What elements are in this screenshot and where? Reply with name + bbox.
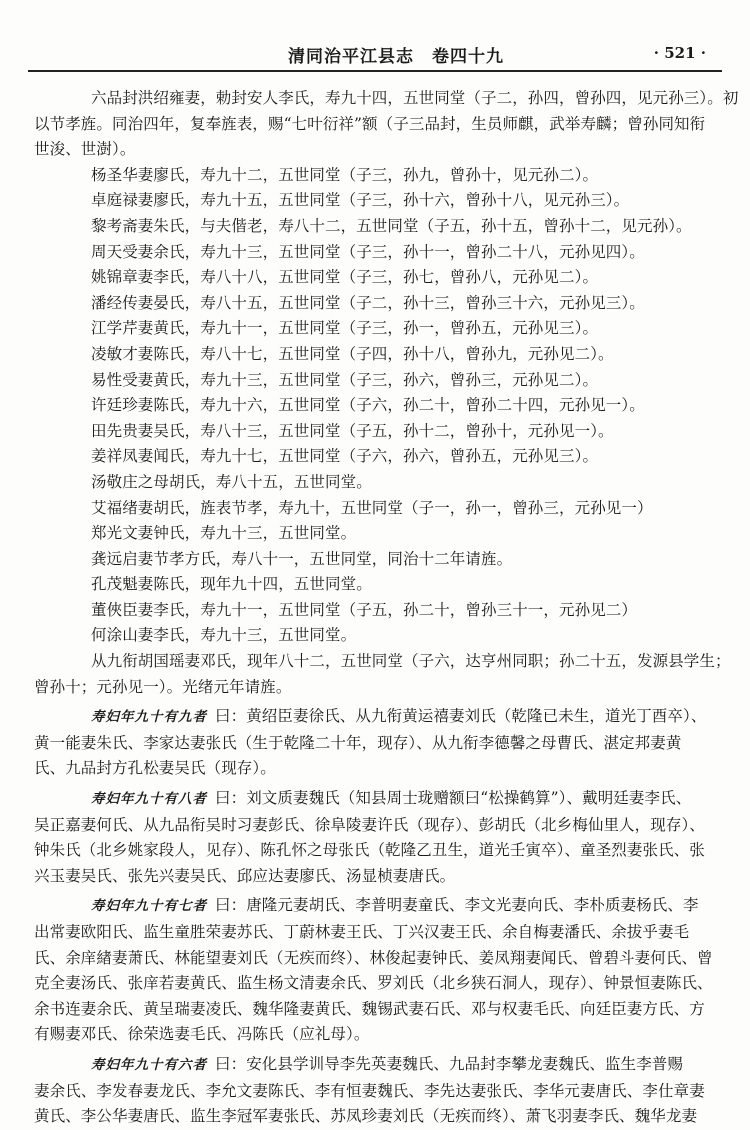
- text-line: 何涂山妻李氏，寿九十三，五世同堂。: [91, 626, 357, 645]
- text-line: 从九衔胡国瑶妻邓氏，现年八十二，五世同堂（子六，达亨州同职；孙二十五，发源县学生；: [91, 652, 731, 671]
- text-line: 克全妻汤氏、张庠若妻黄氏、监生杨文清妻余氏、罗刘氏（北乡狭石洞人，现存）、钟景恒妻陈氏、: [34, 974, 713, 993]
- text-line: 田先贵妻吴氏，寿八十三，五世同堂（子五，孙十二，曾孙十，元孙见一）。: [91, 421, 614, 440]
- page-body: [34, 86, 739, 1130]
- section-lead: 寿妇年九十有七者: [91, 898, 207, 915]
- text-line: 余书连妻余氏、黄呈瑞妻凌氏、魏华隆妻黄氏、魏锡武妻石氏、邓与权妻毛氏、向廷臣妻方氏、方: [34, 999, 705, 1018]
- section-lead: 寿妇年九十有九者: [91, 709, 207, 726]
- text-line: 黄一能妻朱氏、李家达妻张氏（生于乾隆二十年，现存）、从九衔李德馨之母曹氏、湛定邦妻黄: [34, 733, 682, 752]
- page-header: [28, 40, 722, 70]
- section-first-line: 寿妇年九十有六者 曰：安化县学训导李先英妻魏氏、九品封李攀龙妻魏氏、监生李普赐: [91, 1054, 684, 1073]
- text-line: 黎考斋妻朱氏，与夫偕老，寿八十二，五世同堂（子五，孙十五，曾孙十二，见元孙）。: [91, 216, 692, 235]
- text-line: 氏、余庠緖妻萧氏、林能望妻刘氏（无疾而终）、林俊起妻钟氏、姜凤翔妻闻氏、曾碧斗妻何氏、曾: [34, 948, 713, 967]
- text-line: 孔茂魁妻陈氏，现年九十四，五世同堂。: [91, 575, 372, 594]
- text-line: 郑光文妻钟氏，寿九十三，五世同堂。: [91, 524, 357, 543]
- text-line: 兴玉妻吴氏、张先兴妻吴氏、邱应达妻廖氏、汤显桢妻唐氏。: [34, 866, 456, 885]
- text-line: 凌敏才妻陈氏，寿八十七，五世同堂（子四，孙十八，曾孙九，元孙见二）。: [91, 344, 614, 363]
- section-first-line: 寿妇年九十有八者 曰：刘文质妻魏氏（知县周士珑赠额曰“松操鹤算”）、戴明廷妻李氏、: [91, 789, 692, 808]
- text-line: 姚锦章妻李氏，寿八十八，五世同堂（子三，孙七，曾孙八，元孙见二）。: [91, 268, 599, 287]
- text-line: 六品封洪绍雍妻，勅封安人李氏，寿九十四，五世同堂（子二，孙四，曾孙四，见元孙三）。初: [91, 89, 739, 107]
- text-line: 妻余氏、李发春妻龙氏、李允文妻陈氏、李有恒妻魏氏、李先达妻张氏、李华元妻唐氏、李仕章妻: [34, 1081, 705, 1100]
- text-line: 姜祥凤妻闻氏，寿九十七，五世同堂（子六，孙六，曾孙五，元孙见三）。: [91, 447, 599, 466]
- text-line: 潘经传妻晏氏，寿八十五，五世同堂（子二，孙十三，曾孙三十六，元孙见三）。: [91, 293, 645, 312]
- text-line: 有赐妻邓氏、徐荣选妻毛氏、冯陈氏（应礼母）。: [34, 1025, 370, 1044]
- text-line: 曾孙十；元孙见一）。光绪元年请旌。: [34, 677, 292, 696]
- text-line: 氏、九品封方孔松妻吴氏（现存）。: [34, 759, 276, 778]
- text-line: 汤敬庄之母胡氏，寿八十五，五世同堂。: [91, 472, 372, 491]
- text-line: 卓庭禄妻廖氏，寿九十五，五世同堂（子三，孙十六，曾孙十八，见元孙三）。: [91, 191, 630, 210]
- text-line: 艾福绪妻胡氏，旌表节孝，寿九十，五世同堂（子一，孙一，曾孙三，元孙见一）: [91, 498, 653, 517]
- text-line: 黄氏、李公华妻唐氏、监生李冠军妻张氏、苏凤珍妻刘氏（无疾而终）、萧飞羽妻李氏、魏华龙妻: [34, 1107, 698, 1126]
- page-number: · 521 ·: [653, 44, 706, 62]
- section-first-line: 寿妇年九十有九者 曰：黄绍臣妻徐氏、从九衔黄运禧妻刘氏（乾隆已未生，道光丁酉卒）、: [91, 707, 707, 726]
- section-first-line: 寿妇年九十有七者 曰：唐隆元妻胡氏、李普明妻童氏、李文光妻向氏、李朴质妻杨氏、李: [91, 896, 699, 915]
- text-line: 出常妻欧阳氏、监生童胜荣妻苏氏、丁蔚林妻王氏、丁兴汉妻王氏、余自梅妻潘氏、余拔乎妻毛: [34, 923, 690, 941]
- text-line: 龚远启妻节孝方氏，寿八十一，五世同堂，同治十二年请旌。: [91, 549, 513, 568]
- text-line: 以节孝旌。同治四年，复奉旌表，赐“七叶衍祥”额（子三品封，生员师麒，武举寿麟；曾孙同知衔: [34, 114, 706, 133]
- text-line: 董俠臣妻李氏，寿九十一，五世同堂（子五，孙二十，曾孙三十一，元孙见二）: [91, 600, 638, 619]
- running-title: 清同治平江县志 卷四十九: [288, 47, 504, 67]
- text-line: 江学芹妻黄氏，寿九十一，五世同堂（子三，孙一，曾孙五，元孙见三）。: [91, 319, 599, 338]
- text-line: 周天受妻余氏，寿九十三，五世同堂（子三，孙十一，曾孙二十八，元孙见四）。: [91, 242, 645, 261]
- header-rule: [28, 70, 722, 72]
- section-lead: 寿妇年九十有八者: [91, 791, 207, 808]
- text-line: 吴正嘉妻何氏、从九品衔吴时习妻彭氏、徐阜陵妻许氏（现存）、彭胡氏（北乡梅仙里人，现存）、: [34, 815, 705, 834]
- text-line: 世浚、世澍）。: [34, 140, 136, 159]
- text-line: 钟朱氏（北乡姚家段人，见存）、陈孔怀之母张氏（乾隆乙丑生，道光壬寅卒）、童圣烈妻张氏、张: [34, 841, 705, 860]
- section-lead: 寿妇年九十有六者: [91, 1056, 207, 1073]
- text-line: 杨圣华妻廖氏，寿九十二，五世同堂（子三，孙九，曾孙十，见元孙二）。: [91, 165, 599, 184]
- text-line: 易性受妻黄氏，寿九十三，五世同堂（子三，孙六，曾孙三，元孙见二）。: [91, 370, 599, 389]
- text-line: 许廷珍妻陈氏，寿九十六，五世同堂（子六，孙二十，曾孙二十四，元孙见一）。: [91, 396, 645, 415]
